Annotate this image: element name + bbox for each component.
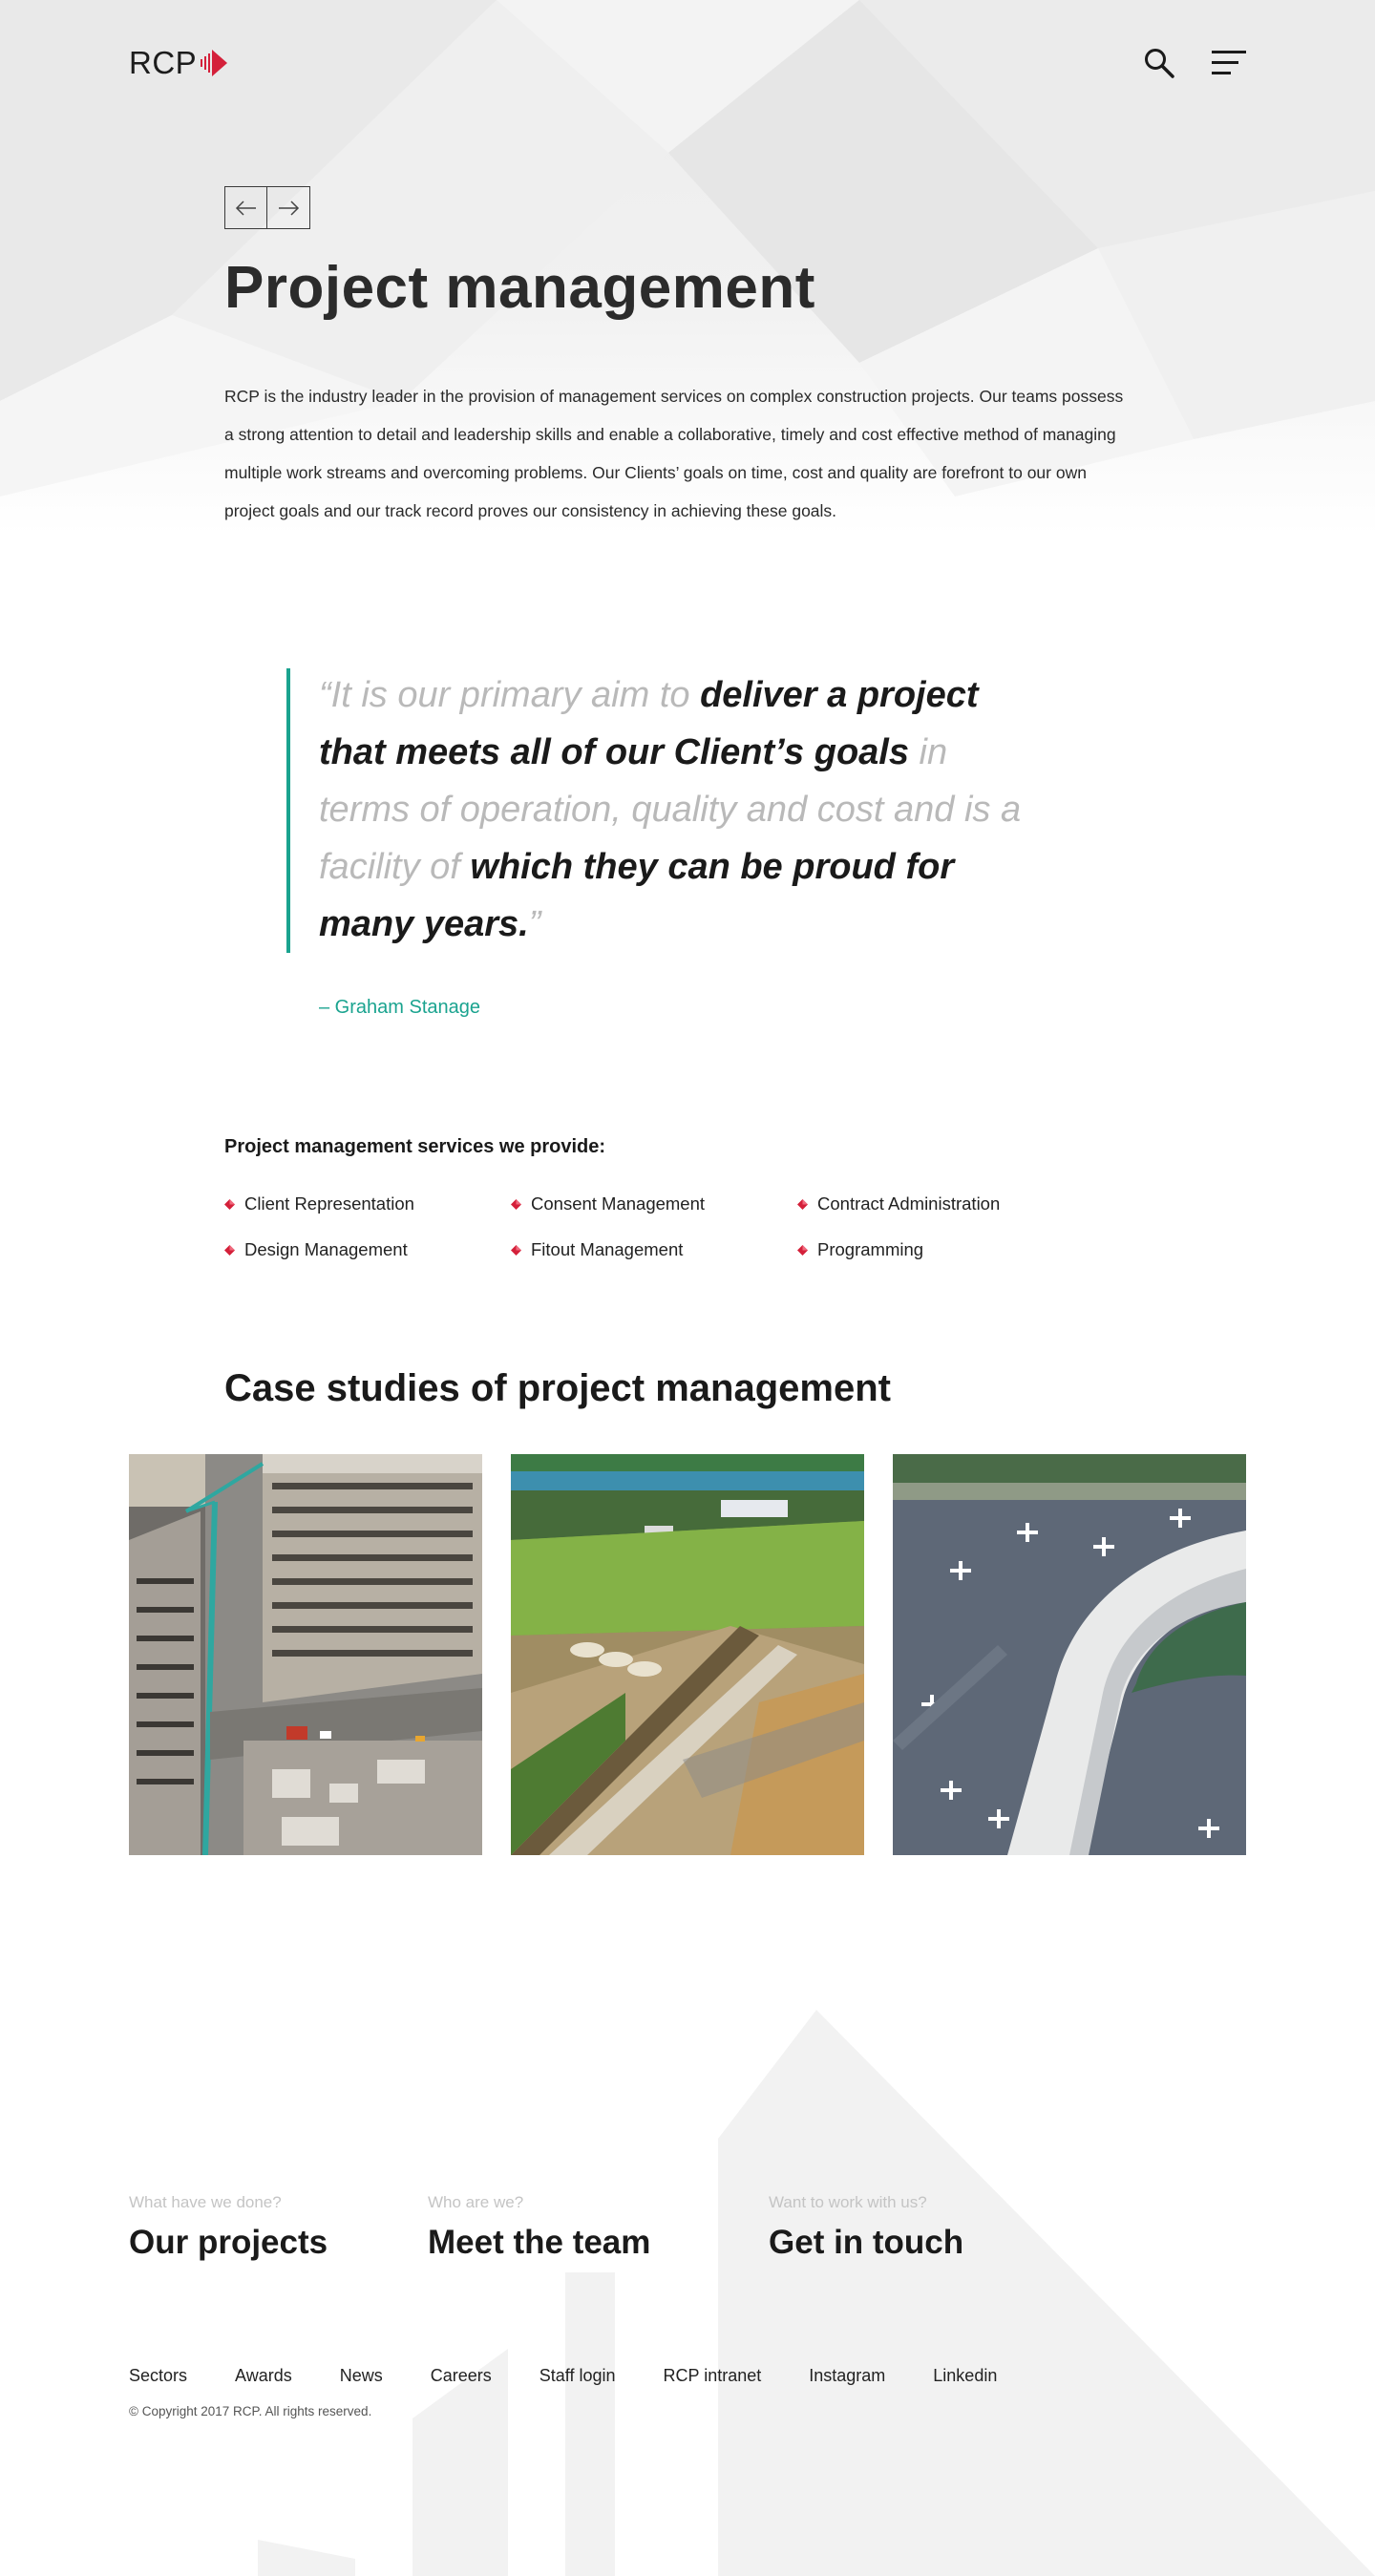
cta-eyebrow: Want to work with us? [769,2193,927,2211]
quote-emphasis: deliver a project that meets all of our Client’s goals [319,675,979,772]
hamburger-menu-icon[interactable] [1212,49,1246,77]
case-studies-grid [129,1454,1246,1855]
cta-get-in-touch[interactable] [769,2193,963,2262]
quote-author: – Graham Stanage [319,997,480,1018]
footer-link-awards[interactable]: Awards [235,2366,292,2385]
footer-link-careers[interactable]: Careers [430,2366,492,2385]
cta-title: Get in touch [769,2224,964,2261]
search-icon[interactable] [1143,47,1175,79]
footer-link-staff-login[interactable]: Staff login [539,2366,616,2385]
project-nav-arrows [224,186,1122,229]
intro-paragraph: RCP is the industry leader in the provision of management services on complex construction projects. Our teams possess a strong attention to detail and leadership skills and enable a collaborative, timely and cost effective method of managing multiple work streams and overcoming problems. Our Clients’ goals on time, cost and quality are forefront to our own project goals and our track record proves our consistency in achieving these goals. [224,387,1124,520]
diamond-bullet-icon [224,1199,235,1210]
arrow-left-icon [235,201,258,216]
footer-background [0,1948,1375,2576]
construction-site-aerial-image [129,1454,482,1855]
quote-segment: in terms of operation, quality and cost and is a facility of [319,732,1022,887]
pull-quote [286,668,1041,953]
logo-text: RCP [129,45,198,80]
cta-eyebrow: Who are we? [428,2193,524,2211]
cta-title: Meet the team [428,2224,651,2261]
diamond-bullet-icon [511,1245,521,1256]
service-label: Design Management [244,1239,408,1259]
services-list [224,1192,1122,1262]
cta-title: Our projects [129,2224,328,2261]
quote-text [319,666,1041,953]
diamond-bullet-icon [224,1245,235,1256]
airport-terminal-aerial-image [893,1454,1246,1855]
diamond-bullet-icon [797,1199,808,1210]
land-development-aerial-image [511,1454,864,1855]
service-label: Consent Management [531,1193,706,1214]
service-label: Programming [817,1239,924,1259]
footer-link-instagram[interactable]: Instagram [809,2366,886,2385]
list-item [511,1192,797,1216]
footer-link-news[interactable]: News [339,2366,383,2385]
list-item [224,1237,511,1262]
footer-link-linkedin[interactable]: Linkedin [933,2366,998,2385]
rcp-logo[interactable] [129,45,229,81]
previous-button[interactable] [224,186,267,229]
quote-emphasis: which they can be proud for many years. [319,847,955,944]
list-item [797,1237,1084,1262]
cta-meet-the-team[interactable] [428,2193,769,2262]
logo-mark-icon [201,48,229,78]
list-item [224,1192,511,1216]
footer-nav [129,2366,1045,2386]
footer-link-sectors[interactable]: Sectors [129,2366,188,2385]
arrow-right-icon [277,201,300,216]
header-actions [1143,47,1246,79]
footer-link-rcp-intranet[interactable]: RCP intranet [663,2366,762,2385]
service-label: Contract Administration [817,1193,1001,1214]
copyright: © Copyright 2017 RCP. All rights reserved. [129,2404,372,2418]
page-title: Project management [224,255,815,321]
diamond-bullet-icon [797,1245,808,1256]
diamond-bullet-icon [511,1199,521,1210]
site-header [129,42,1246,84]
case-study-card[interactable] [129,1454,482,1855]
service-label: Client Representation [244,1193,414,1214]
services-title: Project management services we provide: [224,1136,606,1157]
footer-cta-row [129,2193,963,2262]
case-study-card[interactable] [511,1454,864,1855]
list-item [797,1192,1084,1216]
list-item [511,1237,797,1262]
case-study-card[interactable] [893,1454,1246,1855]
case-studies-title: Case studies of project management [224,1367,891,1409]
cta-our-projects[interactable] [129,2193,428,2262]
next-button[interactable] [267,186,310,229]
cta-eyebrow: What have we done? [129,2193,282,2211]
quote-segment: ” [528,904,541,944]
quote-segment: “It is our primary aim to [319,675,701,715]
service-label: Fitout Management [531,1239,684,1259]
